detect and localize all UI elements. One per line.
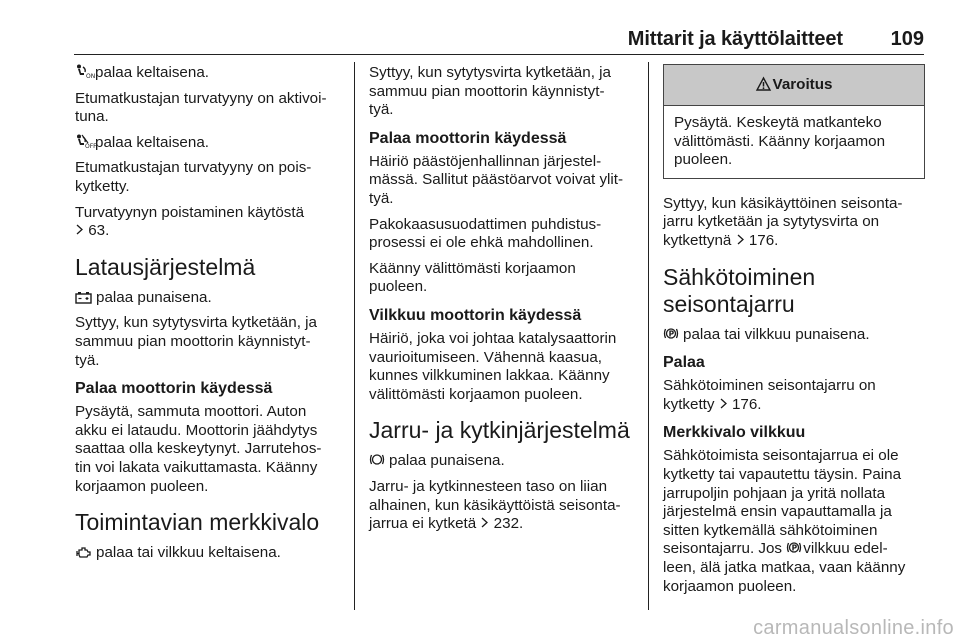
airbag-on-desc: Etumatkustajan turvatyyny on aktivoi- tuna. <box>75 89 327 126</box>
svg-text:P: P <box>668 328 675 338</box>
handbrake-desc: Syttyy, kun käsikäyttöinen seisonta- jarru kytketään ja sytytysvirta on kytkettynä 176. <box>663 194 903 249</box>
airbag-off-icon <box>75 134 97 150</box>
svg-text:OFF: OFF <box>85 142 97 150</box>
warning-box <box>663 64 925 179</box>
charging-desc: Syttyy, kun sytytysvirta kytketään, ja sammuu pian moottorin käynnistyt- tyä. <box>75 314 317 369</box>
warning-title: Varoitus <box>772 76 833 93</box>
brake-warning-icon <box>369 452 385 467</box>
warning-text: Pysäytä. Keskeytä matkanteko välittömästi. Käänny korjaamon puoleen. <box>674 114 886 169</box>
heading-lit-running-2: Palaa moottorin käydessä <box>369 129 567 147</box>
heading-lit: Palaa <box>663 354 705 372</box>
airbag-on-icon <box>75 64 96 80</box>
page-number: 109 <box>890 28 924 50</box>
heading-indicator-flashing: Merkkivalo vilkkuu <box>663 424 806 442</box>
epb-applied-desc: Sähkötoiminen seisontajarru on kytketty 176. <box>663 377 876 413</box>
engine-icon <box>75 546 92 559</box>
heading-charging-system: Latausjärjestelmä <box>75 253 256 280</box>
warning-header <box>664 65 924 106</box>
epb-flashing-desc: Sähkötoimista seisontajarrua ei ole kytketty tai vapautettu täysin. Paina jarrupoljin pohjaan ja yritä nollata järjestelmä ensin vapauttamalla ja sitten kytkemällä sähkötoiminen seisontajarru. Jos P vilkkuu edel- leen, älä jatka matkaa, vaan käänny korjaamon puoleen. <box>663 447 906 595</box>
heading-electric-parking-brake: Sähkötoiminen seisontajarru <box>663 263 816 317</box>
airbag-on-line: ON palaa keltaisena. <box>75 64 343 83</box>
brake-desc: Jarru- ja kytkinnesteen taso on liian alhainen, kun käsikäyttöistä seisonta- jarrua ei kytketä 232. <box>369 477 621 533</box>
watermark: carmanualsonline.info <box>753 617 954 639</box>
heading-lit-running: Palaa moottorin käydessä <box>75 380 273 398</box>
workshop-desc: Käänny välittömästi korjaamon puoleen. <box>369 259 576 296</box>
battery-icon <box>75 291 92 304</box>
heading-malfunction-indicator: Toimintavian merkkivalo <box>75 509 320 536</box>
epb-line: P palaa tai vilkkuu punaisena. <box>663 326 925 345</box>
engine-line: palaa tai vilkkuu keltaisena. <box>75 544 343 563</box>
column-divider-2 <box>648 62 649 610</box>
airbag-off-line: OFF palaa keltaisena. <box>75 134 343 153</box>
heading-brake-clutch: Jarru- ja kytkinjärjestelmä <box>369 417 630 444</box>
charging-line: palaa punaisena. <box>75 289 343 308</box>
svg-text:ON: ON <box>86 73 96 80</box>
page-reference-icon <box>719 398 728 409</box>
warning-triangle-icon <box>756 77 771 91</box>
parking-brake-icon <box>786 540 802 555</box>
filter-desc: Pakokaasusuodattimen puhdistus- prosessi ei ole ehkä mahdollinen. <box>369 215 602 252</box>
airbag-off-desc: Etumatkustajan turvatyyny on pois- kytketty. <box>75 159 312 195</box>
column-3 <box>663 64 925 603</box>
header-rule <box>74 54 924 55</box>
emission-desc: Häiriö päästöjenhallinnan järjestel- mässä. Sallitut päästöarvot voivat ylit- tyä. <box>369 152 624 207</box>
catalyst-desc: Häiriö, joka voi johtaa katalysaattorin vaurioitumiseen. Vähennä kaasua, kunnes vilkkuminen lakkaa. Käänny välittömästi korjaamon puoleen. <box>369 329 617 403</box>
engine-desc: Syttyy, kun sytytysvirta kytketään, ja sammuu pian moottorin käynnistyt- tyä. <box>369 64 611 119</box>
airbag-deactivation-ref: Turvatyynyn poistaminen käytöstä 63. <box>75 203 305 240</box>
section-title: Mittarit ja käyttölaitteet <box>627 28 843 50</box>
svg-text:P: P <box>791 543 798 553</box>
page-reference-icon <box>480 517 489 528</box>
column-1 <box>75 64 343 570</box>
page-header <box>0 0 960 58</box>
brake-line: palaa punaisena. <box>369 452 637 471</box>
page-reference-icon <box>75 224 84 235</box>
parking-brake-icon <box>663 326 679 341</box>
column-2 <box>369 64 637 541</box>
page-reference-icon <box>736 234 745 245</box>
charging-running-desc: Pysäytä, sammuta moottori. Auton akku ei lataudu. Moottorin jäähdytys saattaa olla keskeytynyt. Jarrutehos- tin voi lakata vaikuttamasta. Käänny korjaamon puoleen. <box>75 403 322 495</box>
column-divider-1 <box>354 62 355 610</box>
heading-flashing-running: Vilkkuu moottorin käydessä <box>369 306 582 324</box>
